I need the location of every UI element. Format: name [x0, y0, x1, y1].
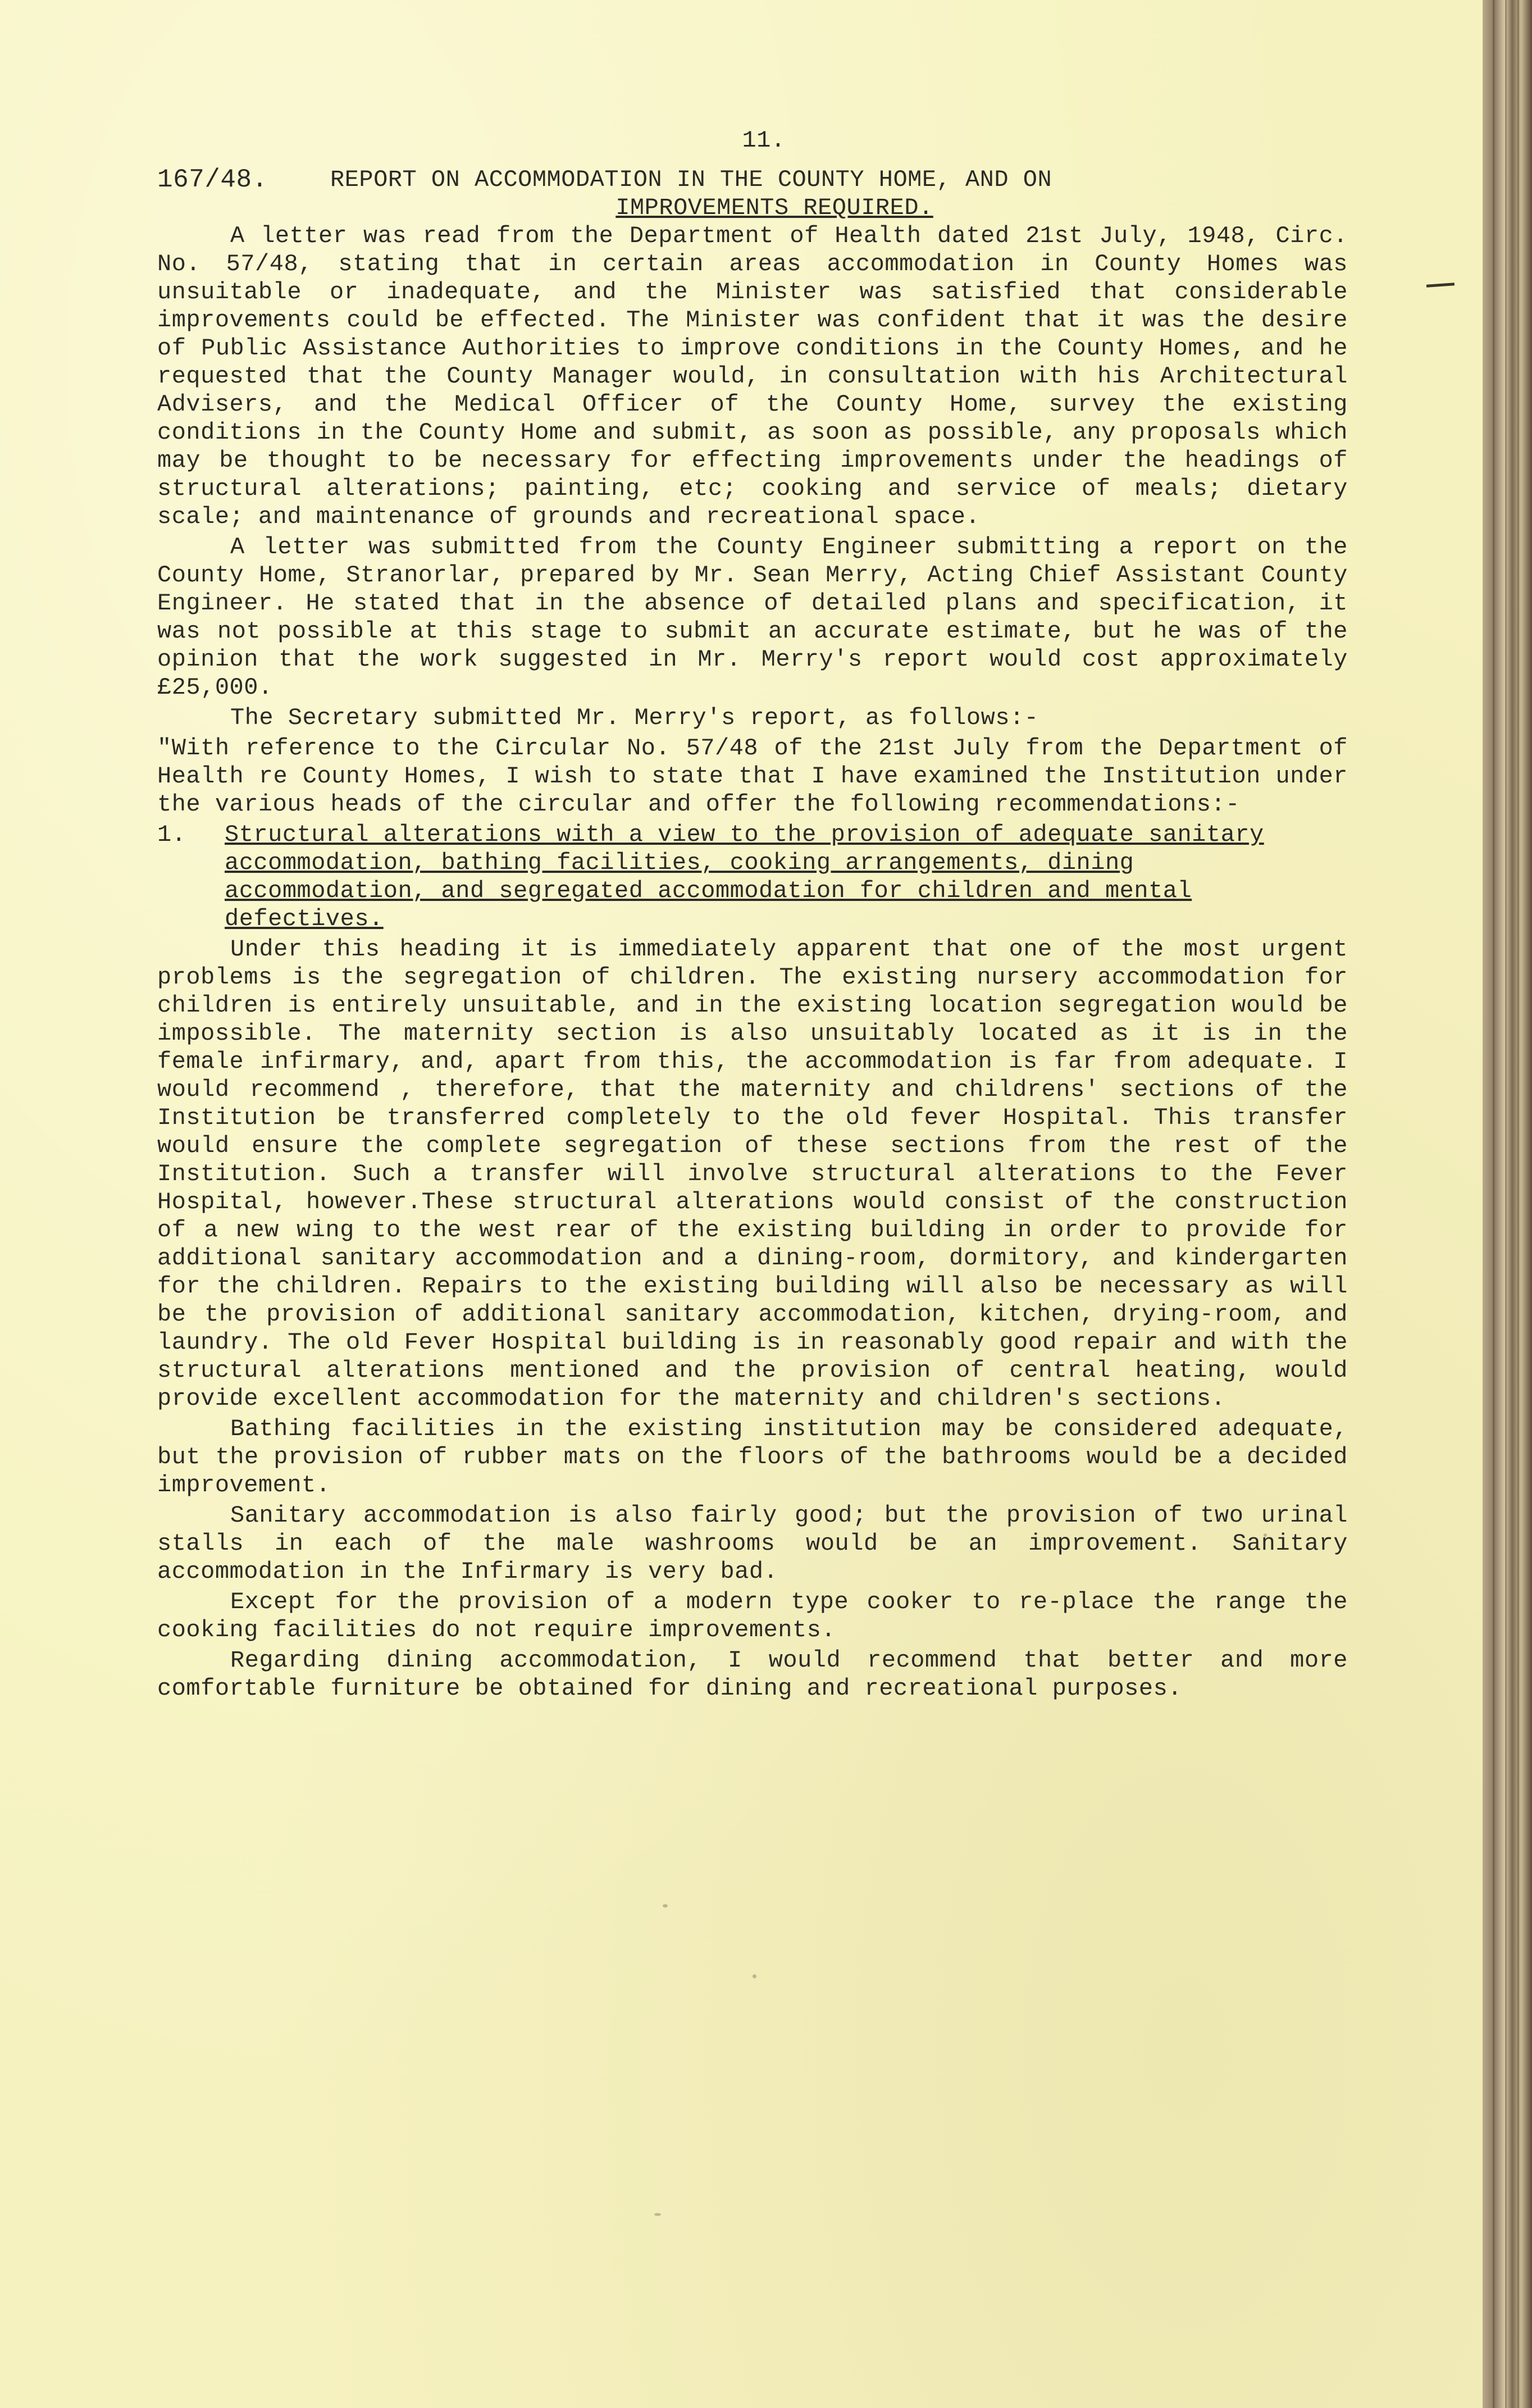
- binding-line: [1517, 0, 1519, 2408]
- item-heading: Structural alterations with a view to the provision of adequate sanitary accommodation, bathing facilities, cooking arrangements, dining accommodation, and segregated accommodation for children and mental defectives.: [225, 821, 1264, 932]
- numbered-item-1: [157, 821, 1348, 933]
- minute-title-line-1: REPORT ON ACCOMMODATION IN THE COUNTY HOME, AND ON: [330, 166, 1052, 193]
- minute-title: [326, 166, 1348, 222]
- minute-title-line-2: IMPROVEMENTS REQUIRED.: [615, 194, 933, 221]
- paragraph-bathing: Bathing facilities in the existing institution may be considered adequate, but the provision of rubber mats on the floors of the bathrooms would be a decided improvement.: [157, 1415, 1348, 1499]
- document-body: [157, 126, 1348, 1705]
- paper-speck: [753, 1974, 756, 1978]
- paragraph-dining: Regarding dining accommodation, I would recommend that better and more comfortable furniture be obtained for dining and recreational purposes.: [157, 1647, 1348, 1702]
- paragraph-segregation: Under this heading it is immediately apparent that one of the most urgent problems is the segregation of children. The existing nursery accommodation for children is entirely unsuitable, and in the existing location segregation would be impossible. The maternity section is also unsuitably located as it is in the female infirmary, and, apart from this, the accommodation is far from adequate. I would recommend , therefore, that the maternity and childrens' sections of the Institution be transferred completely to the old fever Hospital. This transfer would ensure the complete segregation of these sections from the rest of the Institution. Such a transfer will involve structural alterations to the Fever Hospital, however.These structural alterations would consist of the construction of a new wing to the west rear of the existing building in order to provide for additional sanitary accommodation and a dining-room, dormitory, and kindergarten for the children. Repairs to the existing building will also be necessary as will be the provision of additional sanitary accommodation, kitchen, drying-room, and laundry. The old Fever Hospital building is in reasonably good repair and with the structural alterations mentioned and the provision of central heating, would provide excellent accommodation for the maternity and children's sections.: [157, 936, 1348, 1412]
- paragraph-secretary-report: The Secretary submitted Mr. Merry's report, as follows:-: [230, 704, 1039, 731]
- book-binding-edge: [1483, 0, 1532, 2408]
- margin-mark: [1426, 283, 1455, 287]
- paper-speck: [654, 2213, 661, 2216]
- item-number: 1.: [157, 821, 186, 848]
- paragraph-report-opening: "With reference to the Circular No. 57/48 of the 21st July from the Department of Health re County Homes, I wish to state that I have examined the Institution under the various heads of the circular and offer the following recommendations:-: [157, 735, 1348, 818]
- paragraph-department-letter: A letter was read from the Department of Health dated 21st July, 1948, Circ. No. 57/48, stating that in certain areas accommodation in County Homes was unsuitable or inadequate, and the Minister was satisfied that considerable improvements could be effected. The Minister was confident that it was the desire of Public Assistance Authorities to improve conditions in the County Homes, and he requested that the County Manager would, in consultation with his Architectural Advisers, and the Medical Officer of the County Home, survey the existing conditions in the County Home and submit, as soon as possible, any proposals which may be thought to be necessary for effecting improvements under the headings of structural alterations; painting, etc; cooking and service of meals; dietary scale; and maintenance of grounds and recreational space.: [157, 222, 1348, 530]
- paper-speck: [663, 1904, 668, 1908]
- minute-title-line-2-wrapper: [330, 194, 1348, 222]
- minute-reference: 167/48.: [157, 165, 268, 194]
- binding-line: [1493, 0, 1494, 2408]
- minute-heading: [157, 166, 1348, 222]
- binding-line: [1505, 0, 1507, 2408]
- paragraph-sanitary: Sanitary accommodation is also fairly good; but the provision of two urinal stalls in each of the male washrooms would be an improvement. Sanitary accommodation in the Infirmary is very bad.: [157, 1502, 1348, 1585]
- page-number: 11.: [742, 127, 786, 154]
- paragraph-engineer-letter: A letter was submitted from the County Engineer submitting a report on the County Home, Stranorlar, prepared by Mr. Sean Merry, Acting Chief Assistant County Engineer. He stated that in the absence of detailed plans and specification, it was not possible at this stage to submit an accurate estimate, but he was of the opinion that the work suggested in Mr. Merry's report would cost approximately £25,000.: [157, 534, 1348, 701]
- paragraph-cooking: Except for the provision of a modern type cooker to re-place the range the cooking facilities do not require improvements.: [157, 1588, 1348, 1644]
